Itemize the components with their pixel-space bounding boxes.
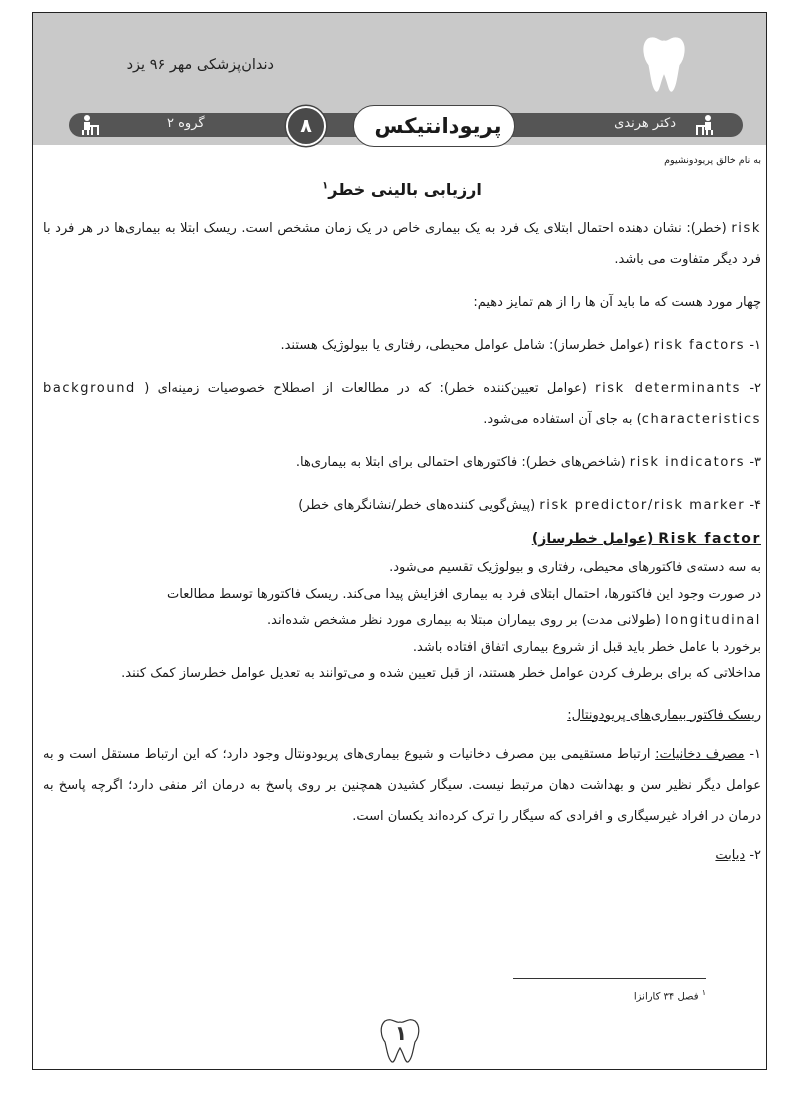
- list-item: [43, 373, 761, 435]
- intro-paragraph: [43, 213, 761, 275]
- item-number: ۱-: [745, 338, 761, 353]
- list-item: [43, 330, 761, 361]
- item-number: ۳-: [745, 455, 761, 470]
- section-heading-fa: (عوامل خطرساز): [531, 531, 659, 547]
- page-frame: [32, 12, 767, 1070]
- tooth-icon: [642, 35, 686, 93]
- group-name: گروه ۲: [167, 116, 205, 131]
- rf-line: [43, 608, 761, 635]
- bismillah: به نام خالق پریودونشیوم: [664, 155, 761, 166]
- smoking-text: ارتباط مستقیمی بین مصرف دخانیات و شیوع بیماری‌های پریودونتال وجود دارد؛ که این ارتباط مستقل است و به عوامل دیگر نظیر سن و بهداشت دهان مرتبط نیست. سیگار کشیدن همچنین بر روی پاسخ به درمان اثر منفی دارد؛ اگرچه پاسخ به درمان در افراد غیرسیگاری و افرادی که سیگار را ترک کرده‌اند یکسان است.: [43, 746, 761, 824]
- rf-line: در صورت وجود این فاکتورها، احتمال ابتلای فرد به بیماری افزایش پیدا می‌کند. ریسک فاکتورها توسط مطالعات: [167, 586, 761, 602]
- session-number: ۸: [286, 106, 326, 146]
- section-heading-en: Risk factor: [658, 531, 761, 547]
- item-term: risk determinants: [595, 381, 741, 396]
- smoking-paragraph: [43, 739, 761, 832]
- item-text: (عوامل خطرساز): شامل عوامل محیطی، رفتاری یا بیولوژیک هستند.: [280, 338, 654, 353]
- footnote-rule: [513, 978, 706, 979]
- item-number: ۲-: [740, 381, 761, 396]
- list-item: [43, 490, 761, 521]
- page-number: ۱: [394, 1021, 408, 1045]
- rf-line: مداخلاتی که برای برطرف کردن عوامل خطر هستند، از قبل تعیین شده و می‌توانند به تعدیل عوامل خطرساز کمک کنند.: [121, 666, 761, 681]
- university-label: دندان‌پزشکی مهر ۹۶ یزد: [126, 57, 274, 73]
- footnote-ref: ۱: [322, 180, 329, 192]
- item-number: ۲-: [745, 847, 761, 863]
- rf-line: به سه دسته‌ی فاکتورهای محیطی، رفتاری و بیولوژیک تقسیم می‌شود.: [389, 560, 761, 575]
- four-intro: چهار مورد هست که ما باید آن ها را از هم تمایز دهیم:: [473, 295, 761, 310]
- main-title: [43, 180, 761, 199]
- diabetes-item: [43, 840, 761, 871]
- item-number: ۴-: [745, 498, 761, 513]
- person-at-desk-icon: [77, 114, 103, 136]
- risk-factor-block: [43, 555, 761, 688]
- doctor-name: دکتر هرندی: [614, 116, 676, 131]
- smoking-term: مصرف دخانیات:: [655, 746, 745, 762]
- diabetes-term: دیابت: [715, 847, 746, 863]
- rf-line: برخورد با عامل خطر باید قبل از شروع بیماری اتفاق افتاده باشد.: [412, 639, 761, 655]
- item-text: (شاخص‌های خطر): فاکتورهای احتمالی برای ابتلا به بیماری‌ها.: [295, 455, 630, 470]
- main-title-text: ارزیابی بالینی خطر: [328, 180, 482, 199]
- item-term: risk indicators: [629, 455, 746, 470]
- person-at-desk-icon: [692, 114, 718, 136]
- section-heading: [43, 531, 761, 547]
- term-longitudinal: longitudinal: [665, 613, 761, 628]
- term-risk: risk: [731, 221, 761, 236]
- item-text-2: ) به جای آن استفاده می‌شود.: [483, 412, 642, 427]
- course-title: پریودانتیکس: [374, 114, 502, 138]
- content: [43, 155, 761, 871]
- item-number: ۱-: [744, 746, 761, 762]
- intro-text: (خطر): نشان دهنده احتمال ابتلای یک فرد به یک بیماری خاص در یک زمان مشخص است. ریسک ابتلا به بیماری‌ها در هر فرد با فرد دیگر متفاوت می باشد.: [43, 221, 761, 267]
- footnote: [634, 988, 706, 1002]
- item-text: (عوامل تعیین‌کننده خطر): که در مطالعات از اصطلاح خصوصیات زمینه‌ای (: [135, 381, 596, 396]
- footnote-text: فصل ۳۴ کارانزا: [633, 991, 699, 1003]
- item-term-2: background characteristics: [43, 381, 761, 427]
- rf-long-text: (طولانی مدت) بر روی بیماران مبتلا به بیماری مورد نظر مشخص شده‌اند.: [267, 613, 666, 628]
- item-term: risk factors: [653, 338, 746, 353]
- footnote-marker: ۱: [701, 988, 706, 997]
- item-term: risk predictor/risk marker: [539, 498, 746, 513]
- list-item: [43, 447, 761, 478]
- item-text: (پیش‌گویی کننده‌های خطر/نشانگرهای خطر): [298, 498, 540, 513]
- perio-heading: ریسک فاکتور بیماری‌های پریودونتال:: [567, 707, 761, 723]
